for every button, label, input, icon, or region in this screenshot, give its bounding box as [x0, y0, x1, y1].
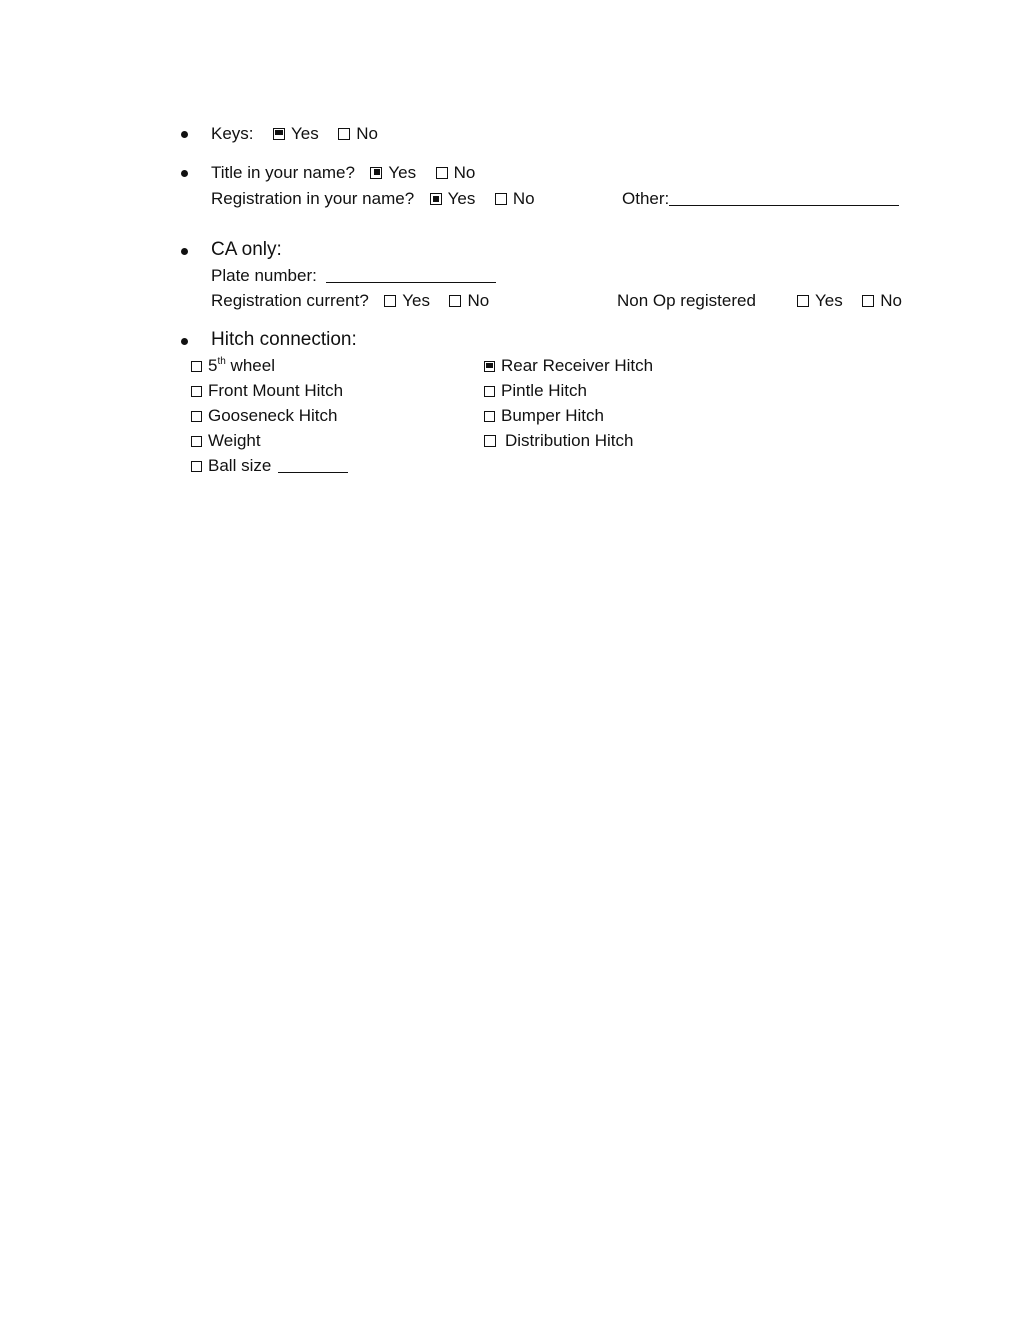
weight-label: Weight — [208, 431, 261, 450]
hitch-option-pintle — [484, 381, 587, 401]
ca-heading: CA only: — [211, 239, 282, 260]
nonop-yes-label: Yes — [815, 291, 843, 310]
hitch-option-ball-size — [191, 456, 348, 476]
registration-yes-checkbox[interactable] — [430, 193, 442, 205]
keys-label: Keys: — [211, 124, 254, 143]
nonop-options — [797, 291, 902, 311]
title-no-checkbox[interactable] — [436, 167, 448, 179]
pintle-checkbox[interactable] — [484, 386, 495, 397]
title-no-label: No — [453, 163, 476, 182]
keys-row — [211, 124, 378, 144]
title-row — [211, 163, 475, 183]
front-mount-checkbox[interactable] — [191, 386, 202, 397]
distribution-checkbox[interactable] — [484, 435, 496, 447]
ball-size-checkbox[interactable] — [191, 461, 202, 472]
front-mount-label: Front Mount Hitch — [208, 381, 344, 400]
gooseneck-label: Gooseneck Hitch — [208, 406, 338, 425]
rear-receiver-label: Rear Receiver Hitch — [501, 356, 654, 375]
registration-label: Registration in your name? — [211, 189, 415, 208]
ball-size-label: Ball size — [208, 456, 272, 475]
registration-no-checkbox[interactable] — [495, 193, 507, 205]
plate-label: Plate number: — [211, 266, 317, 285]
title-yes-checkbox[interactable] — [370, 167, 382, 179]
reg-current-label: Registration current? — [211, 291, 369, 310]
title-label: Title in your name? — [211, 163, 355, 182]
other-field — [622, 189, 899, 209]
registration-no-label: No — [512, 189, 535, 208]
nonop-label: Non Op registered — [617, 291, 756, 310]
registration-yes-label: Yes — [447, 189, 476, 208]
other-label: Other: — [622, 189, 670, 208]
bullet — [181, 248, 188, 255]
nonop-no-checkbox[interactable] — [862, 295, 874, 307]
hitch-option-front-mount — [191, 381, 343, 401]
fifth-wheel-suffix: th — [217, 356, 226, 367]
gooseneck-checkbox[interactable] — [191, 411, 202, 422]
hitch-option-gooseneck — [191, 406, 337, 426]
distribution-label: Distribution Hitch — [505, 431, 634, 450]
fifth-wheel-number: 5 — [208, 356, 218, 375]
plate-row — [211, 266, 496, 286]
nonop-no-label: No — [880, 291, 902, 310]
nonop-yes-checkbox[interactable] — [797, 295, 809, 307]
reg-current-no-checkbox[interactable] — [449, 295, 461, 307]
hitch-option-weight — [191, 431, 261, 451]
fifth-wheel-text: wheel — [230, 356, 275, 375]
bumper-checkbox[interactable] — [484, 411, 495, 422]
reg-current-yes-checkbox[interactable] — [384, 295, 396, 307]
plate-input-line[interactable] — [326, 266, 496, 283]
hitch-option-bumper — [484, 406, 604, 426]
rear-receiver-checkbox[interactable] — [484, 361, 495, 372]
weight-checkbox[interactable] — [191, 436, 202, 447]
pintle-label: Pintle Hitch — [501, 381, 587, 400]
bullet — [181, 170, 188, 177]
keys-yes-checkbox[interactable] — [273, 128, 285, 140]
hitch-heading: Hitch connection: — [211, 329, 357, 350]
bumper-label: Bumper Hitch — [501, 406, 604, 425]
title-yes-label: Yes — [388, 163, 417, 182]
reg-current-no-label: No — [467, 291, 490, 310]
reg-current-yes-label: Yes — [402, 291, 431, 310]
fifth-wheel-checkbox[interactable] — [191, 361, 202, 372]
hitch-option-rear-receiver — [484, 356, 653, 376]
hitch-option-distribution — [484, 431, 634, 451]
hitch-option-fifth-wheel — [191, 356, 275, 376]
bullet — [181, 338, 188, 345]
reg-current-row — [211, 291, 489, 311]
keys-no-label: No — [356, 124, 378, 143]
registration-row — [211, 189, 535, 209]
keys-yes-label: Yes — [291, 124, 319, 143]
keys-no-checkbox[interactable] — [338, 128, 350, 140]
ball-size-input-line[interactable] — [278, 456, 348, 473]
other-input-line[interactable] — [669, 189, 899, 206]
bullet — [181, 131, 188, 138]
